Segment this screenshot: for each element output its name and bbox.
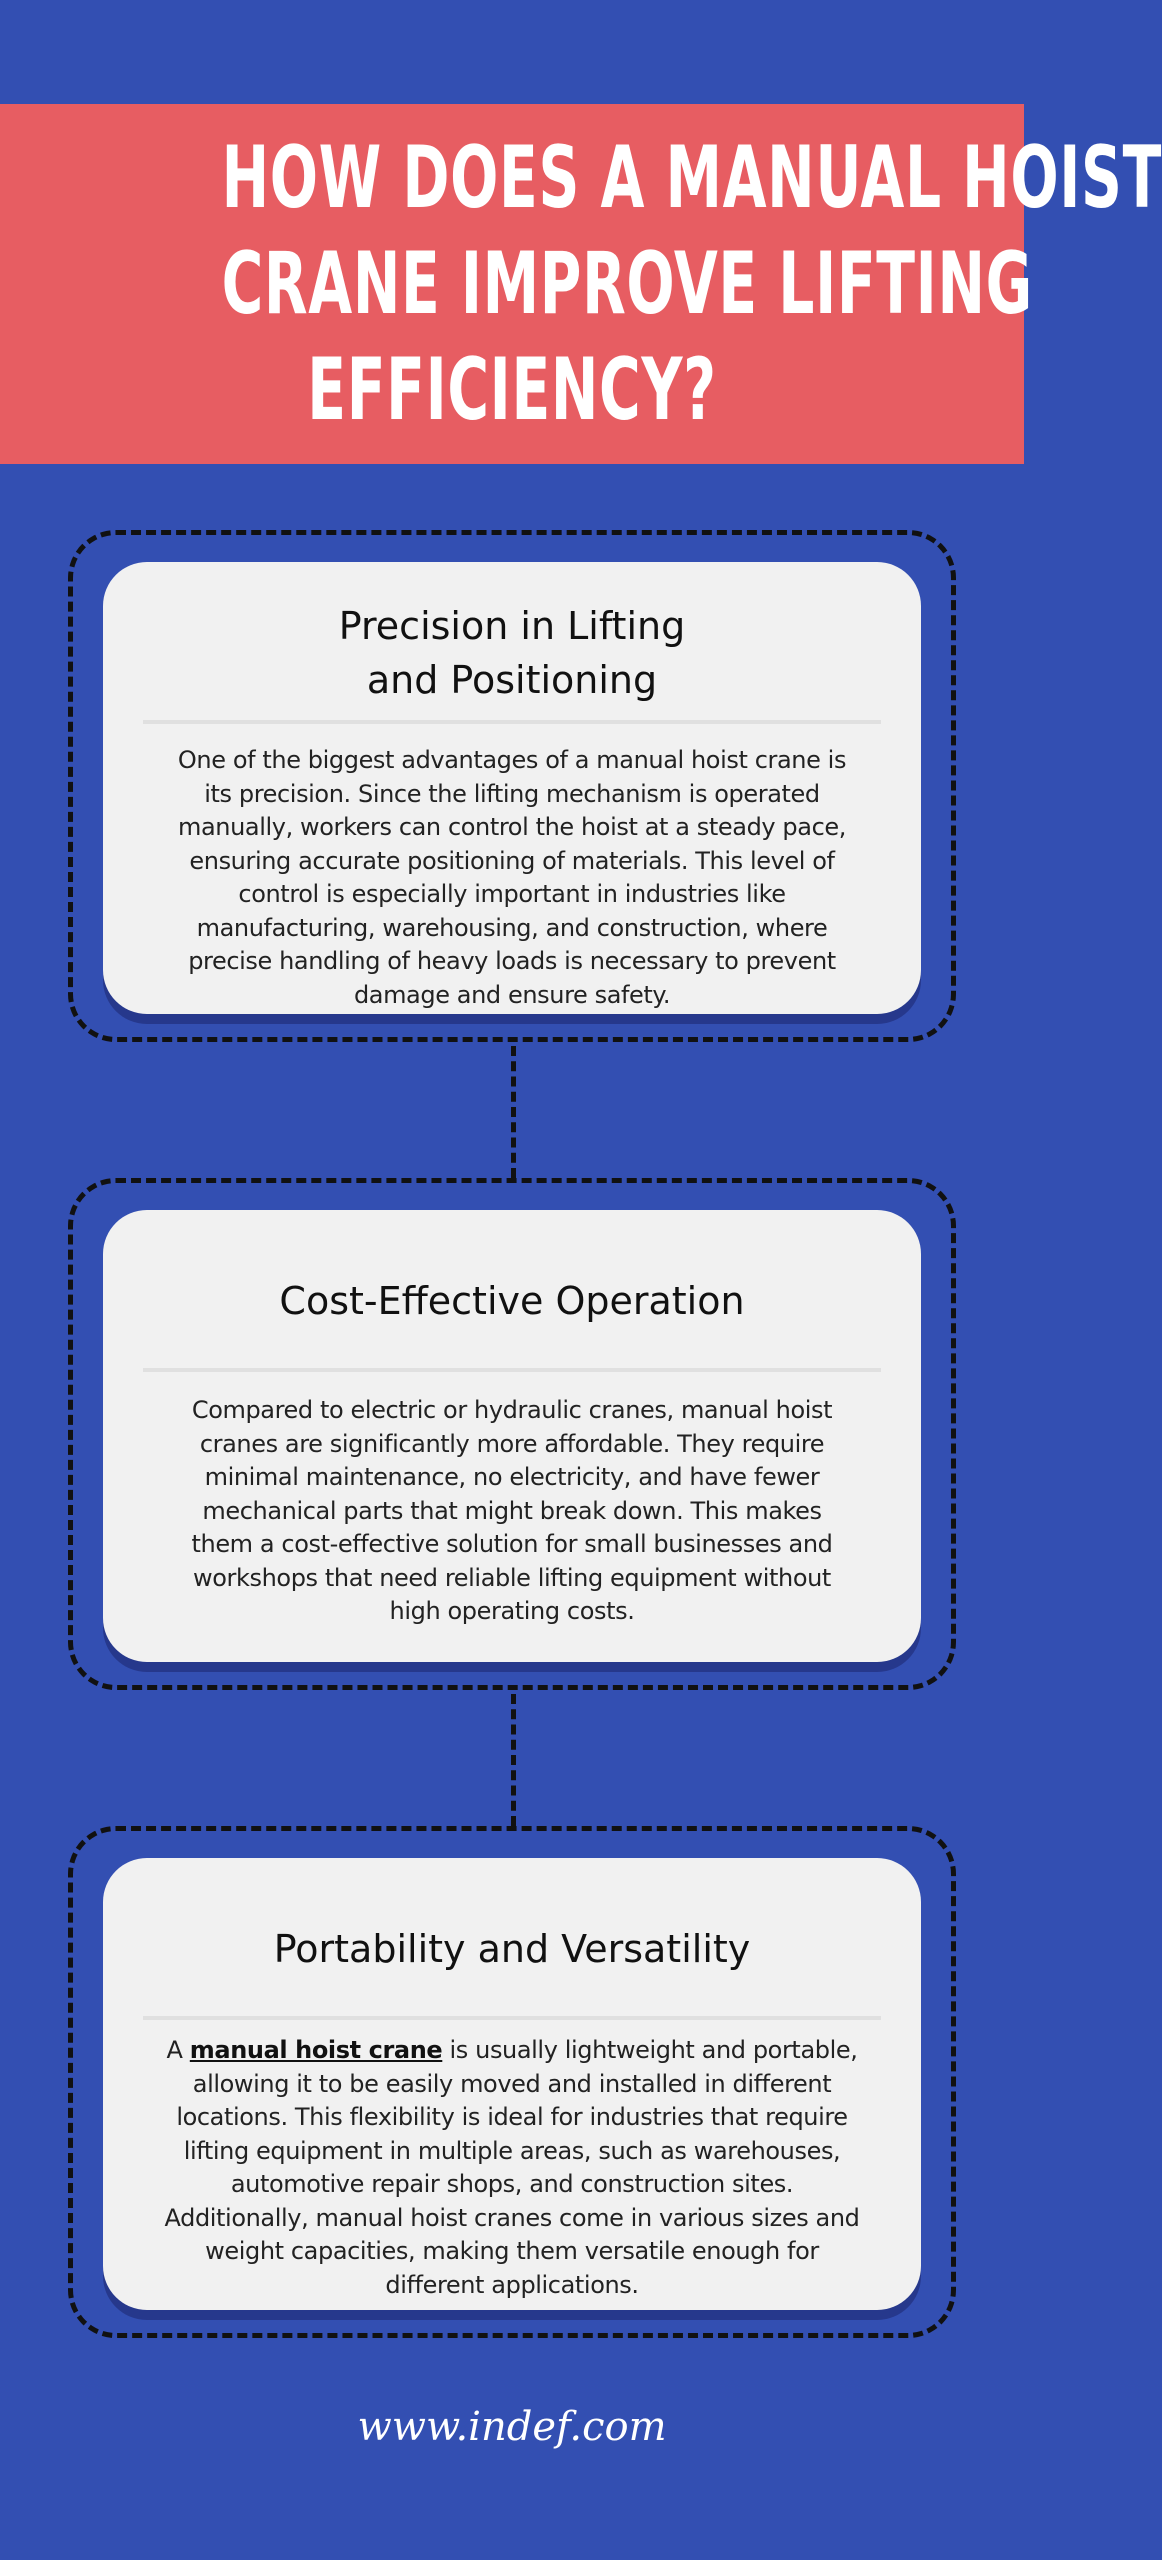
body-prefix: A (166, 2036, 190, 2064)
card-body-precision: One of the biggest advantages of a manual hoist crane is its precision. Since the lifting mechanism is operated manually, workers can control the hoist at a steady pace, ensuring accurate positioning of materials. This level of control is especially important in industries like manufacturing, warehousing, and construction, where precise handling of heavy loads is necessary to prevent damage and ensure safety. (177, 746, 847, 1009)
card-divider (143, 720, 881, 724)
card-title-line: Precision in Lifting (338, 604, 686, 648)
card-title-portability: Portability and Versatility (273, 1927, 751, 1971)
page-title (221, 125, 1162, 443)
card-divider (143, 1368, 881, 1372)
card-title-cost: Cost-Effective Operation (279, 1279, 745, 1323)
card-body-portability (163, 2034, 861, 2302)
card-title-line: and Positioning (366, 658, 658, 702)
card-precision (103, 562, 921, 1014)
page-title-line: HOW DOES A MANUAL HOIST (221, 128, 1162, 228)
page-title-line: EFFICIENCY? (307, 340, 717, 440)
card-title-precision (163, 598, 861, 708)
card-cost (103, 1210, 921, 1662)
footer-website[interactable]: www.indef.com (357, 2404, 667, 2450)
title-banner (0, 104, 1162, 464)
card-portability (103, 1858, 921, 2310)
dashed-connector (511, 1694, 516, 1826)
card-body-cost: Compared to electric or hydraulic cranes, manual hoist cranes are significantly more affordable. They require minimal maintenance, no electricity, and have fewer mechanical parts that might break down. This makes them a cost-effective solution for small businesses and workshops that need reliable lifting equipment without high operating costs. (191, 1396, 833, 1625)
dashed-connector (511, 1046, 516, 1178)
card-divider (143, 2016, 881, 2020)
body-text: is usually lightweight and portable, allowing it to be easily moved and installed in different locations. This flexibility is ideal for industries that require lifting equipment in multiple areas, such as warehouses, automotive repair shops, and construction sites. Additionally, manual hoist cranes come in various sizes and weight capacities, making them versatile enough for different applications. (164, 2036, 860, 2299)
page-title-line: CRANE IMPROVE LIFTING (221, 234, 1033, 334)
manual-hoist-crane-link[interactable]: manual hoist crane (189, 2036, 443, 2064)
